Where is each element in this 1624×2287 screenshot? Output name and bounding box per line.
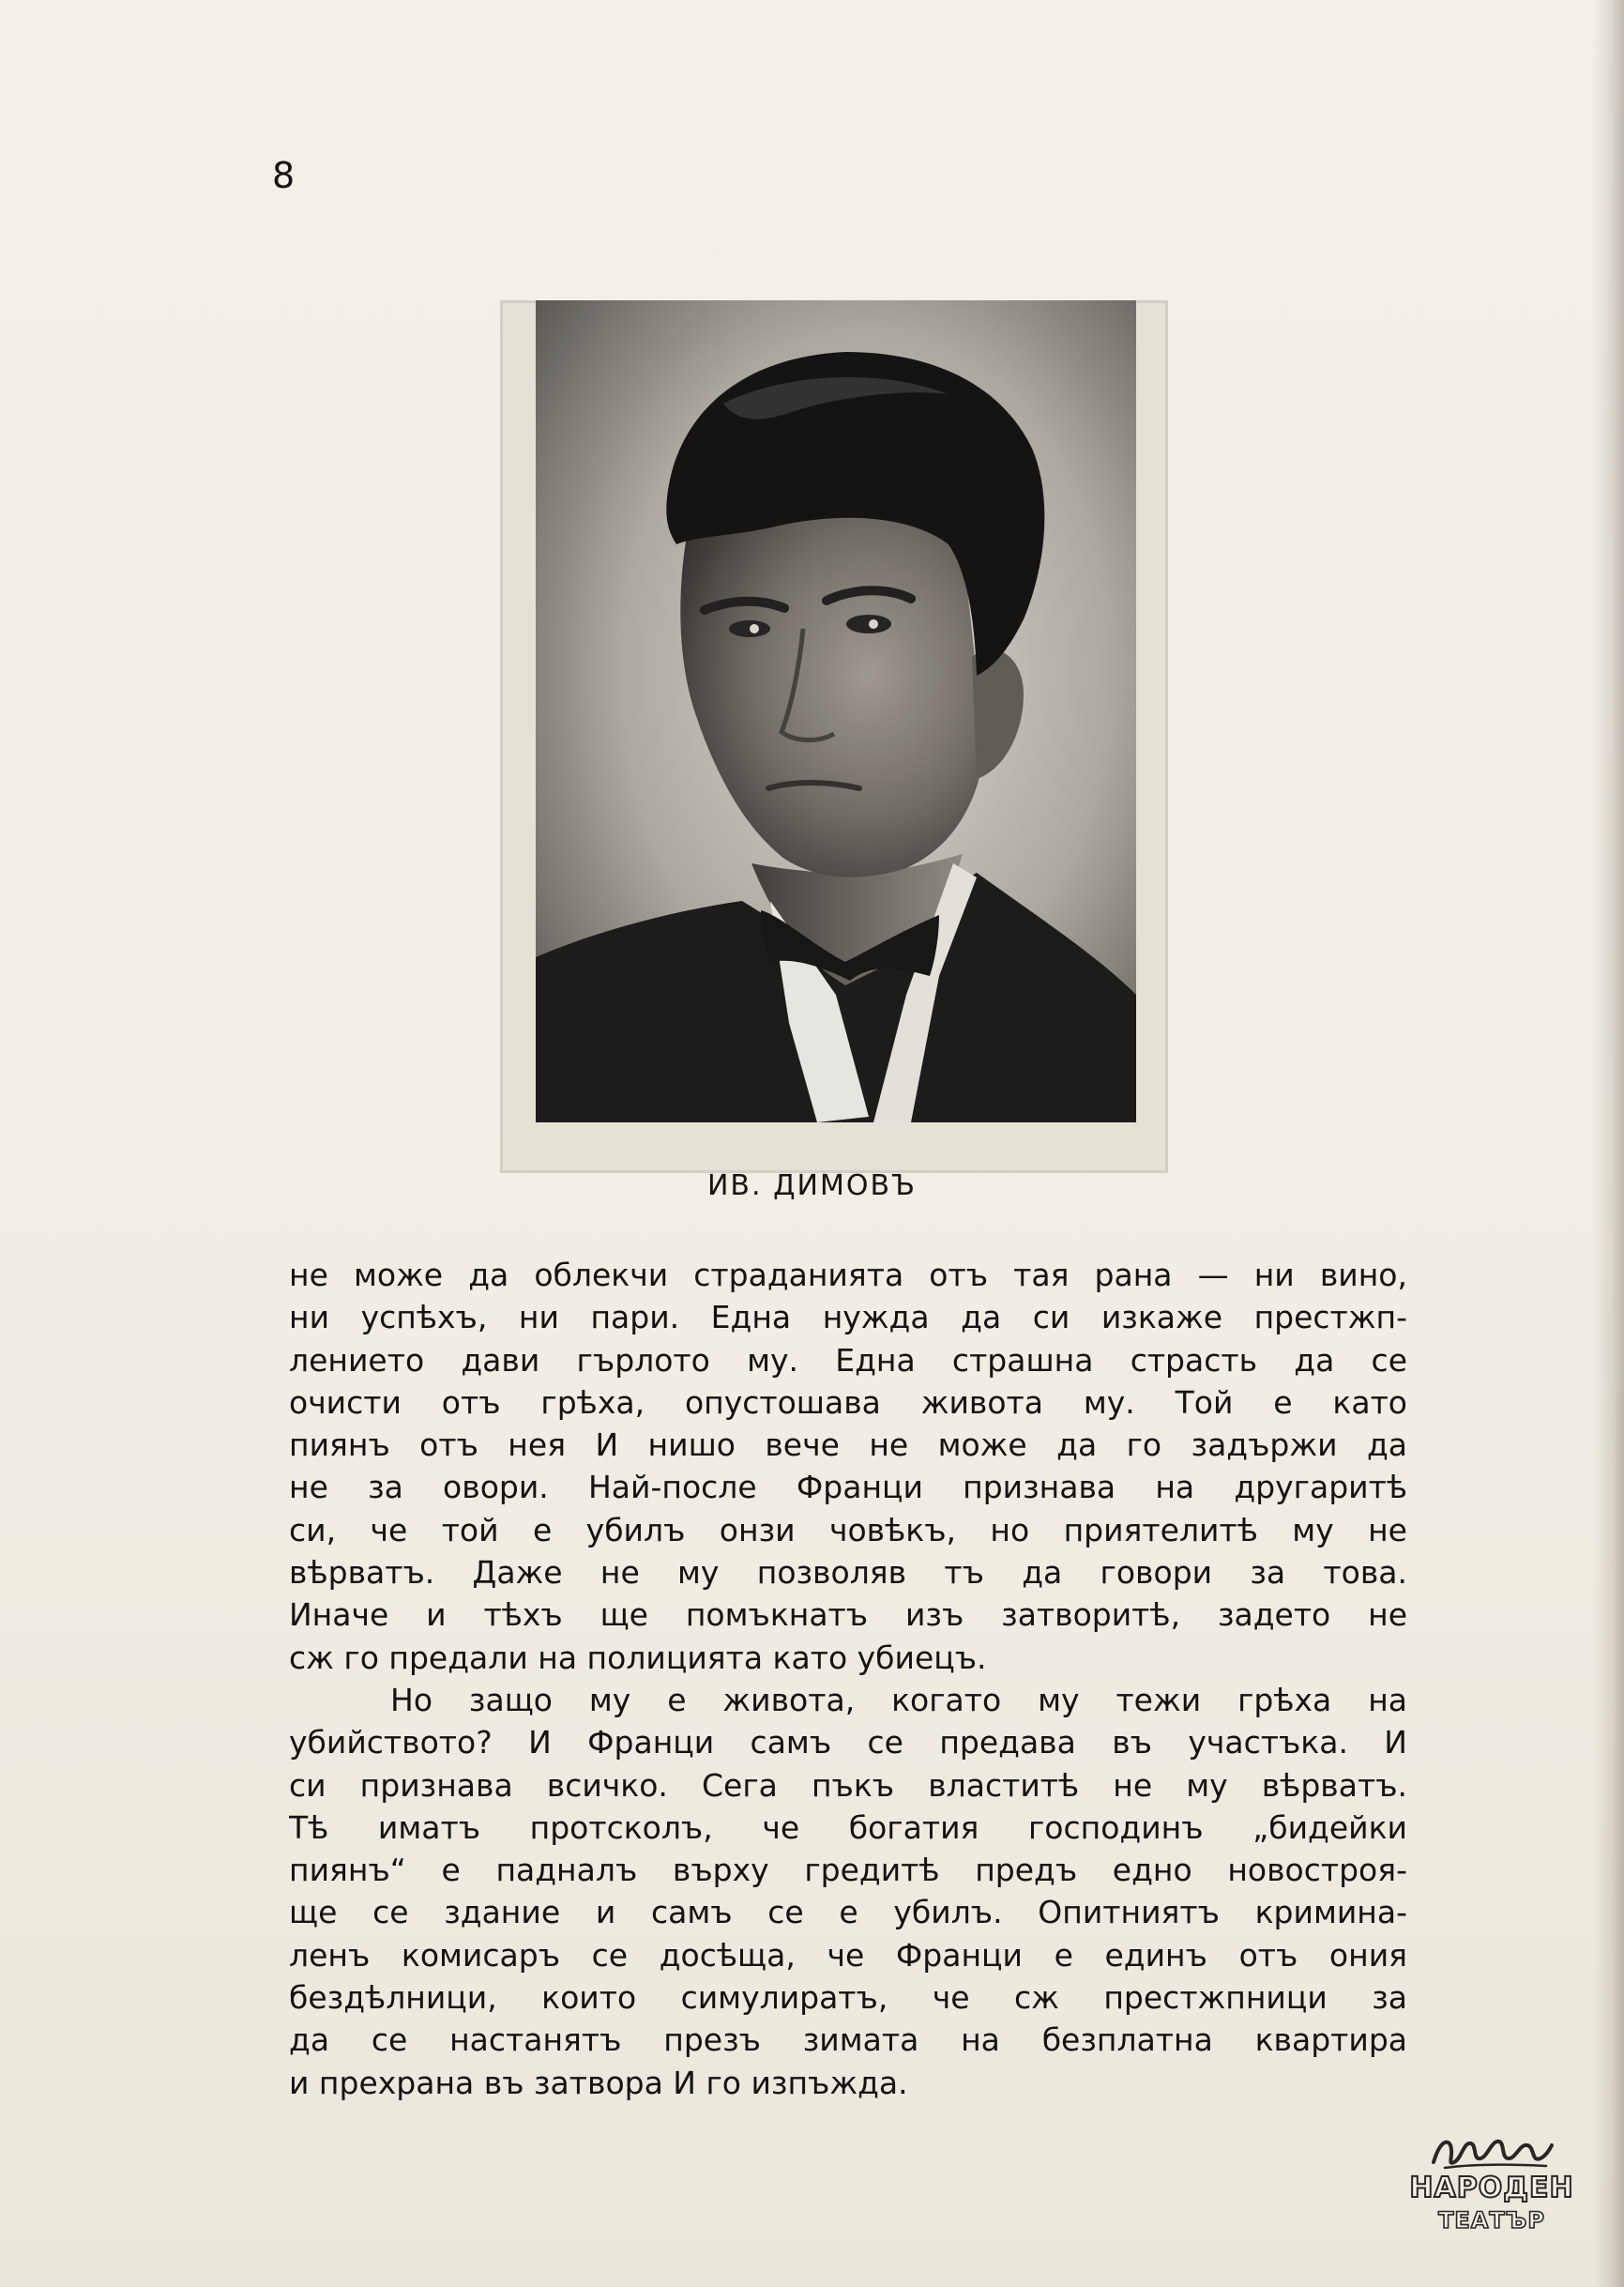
stamp-line-theatre-2: ТЕАТЪР	[1438, 2207, 1545, 2234]
photo-caption: ИВ. ДИМОВЪ	[706, 1169, 918, 1202]
text-line: бездѣлници, които симулиратъ, че сж престжпници за	[289, 1979, 1407, 2017]
text-line: убийството? И Франци самъ се предава въ участъка. И	[289, 1724, 1407, 1761]
portrait-photo	[536, 300, 1136, 1122]
portrait-photo-frame	[500, 300, 1168, 1173]
theatre-stamp	[1407, 2130, 1576, 2243]
text-line: си признава всичко. Сега пъкъ властитѣ не му вѣрватъ.	[289, 1766, 1407, 1804]
text-line: пиянъ“ е падналъ върху гредитѣ предъ едно новостроя-	[289, 1852, 1407, 1889]
stamp-line-theatre: НАРОДЕН	[1409, 2172, 1574, 2204]
text-line: си, че той е убилъ онзи човѣкъ, но приятелитѣ му не	[289, 1511, 1407, 1548]
page-number: 8	[272, 155, 296, 196]
signature-icon	[1426, 2130, 1557, 2173]
text-line: ще се здание и самъ се е убилъ. Опитниятъ кримина-	[289, 1894, 1407, 1931]
text-line: не може да облекчи страданията отъ тая рана — ни вино,	[289, 1257, 1407, 1293]
text-line: очисти отъ грѣха, опустошава живота му. Той е като	[289, 1383, 1407, 1421]
text-line: вѣрватъ. Даже не му позволяв тъ да говори за това.	[289, 1554, 1407, 1592]
text-line: и прехрана въ затвора И го изпъжда.	[289, 2064, 908, 2101]
page-edge-shadow	[1592, 0, 1624, 2287]
text-line: не за овори. Най-после Франци признава на другаритѣ	[289, 1469, 1407, 1506]
text-line: лението дави гърлото му. Една страшна страсть да се	[289, 1341, 1407, 1379]
text-line: Иначе и тѣхъ ще помъкнатъ изъ затворитѣ, задето не	[289, 1596, 1407, 1634]
text-line: Тѣ иматъ протсколъ, че богатия господинъ „бидейки	[289, 1808, 1407, 1846]
text-line: пиянъ отъ нея И нишо вече не може да го задържи да	[289, 1426, 1407, 1464]
text-line: да се настанятъ презъ зимата на безплатна квартира	[289, 2021, 1407, 2059]
text-line: сж го предали на полицията като убиецъ.	[289, 1639, 987, 1676]
body-text	[289, 1254, 1407, 2104]
text-line: ни успѣхъ, ни пари. Една нужда да си изкаже престжп-	[289, 1299, 1407, 1336]
portrait-image	[536, 300, 1136, 1122]
text-line: ленъ комисаръ се досѣща, че Франци е единъ отъ ония	[289, 1936, 1407, 1974]
text-line: Но защо му е живота, когато му тежи грѣха на	[390, 1681, 1407, 1718]
